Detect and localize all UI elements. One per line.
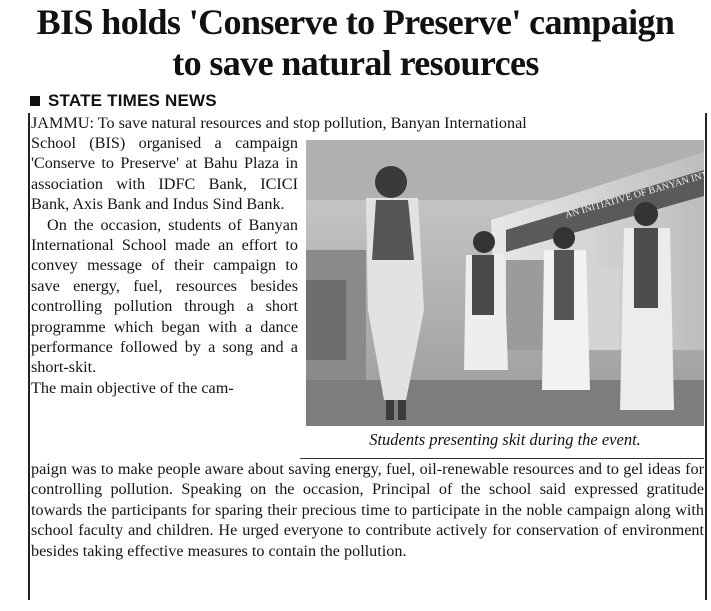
article-lead-line: JAMMU: To save natural resources and stop pollution, Banyan International xyxy=(31,114,527,132)
headline-line-2: to save natural resources xyxy=(172,43,539,83)
byline xyxy=(30,91,217,111)
headline-line-1: BIS holds 'Conserve to Preserve' campaign xyxy=(36,2,675,42)
article-paragraph-2: On the occasion, students of Banyan International School made an effort to convey message of their campaign to save energy, fuel, resources besides controlling pollution through a short programme which began with a dance performance followed by a song and a short-skit. xyxy=(31,215,298,377)
photo-caption: Students presenting skit during the event. xyxy=(369,430,641,449)
person-3 xyxy=(542,227,590,390)
left-column-rule xyxy=(28,113,30,600)
event-photo-graphic xyxy=(306,140,704,426)
article-left-column xyxy=(31,133,298,398)
headline xyxy=(0,2,711,84)
article-full-width-end: paign was to make people aware about saving energy, fuel, oil-renewable resources and to gel ideas for controlling pollution. Speaking on the occasion, Principal of the school said expressed gratitude towards the participants for sparing their precious time to participate in the noble campaign along with school faculty and children. He urged everyone to contribute actively for conservation of environment besides taking effective measures to contain the pollution. xyxy=(31,460,704,560)
square-bullet-icon xyxy=(30,96,40,106)
right-column-rule xyxy=(705,113,707,600)
article-paragraph-3-start: The main objective of the cam- xyxy=(31,378,234,397)
article-paragraph-1: School (BIS) organised a campaign 'Conserve to Preserve' at Bahu Plaza in association with IDFC Bank, ICICI Bank, Axis Bank and Indus Sind Bank. xyxy=(31,134,298,214)
person-4 xyxy=(620,202,674,410)
event-photo xyxy=(306,140,704,426)
byline-text: STATE TIMES NEWS xyxy=(48,91,217,110)
